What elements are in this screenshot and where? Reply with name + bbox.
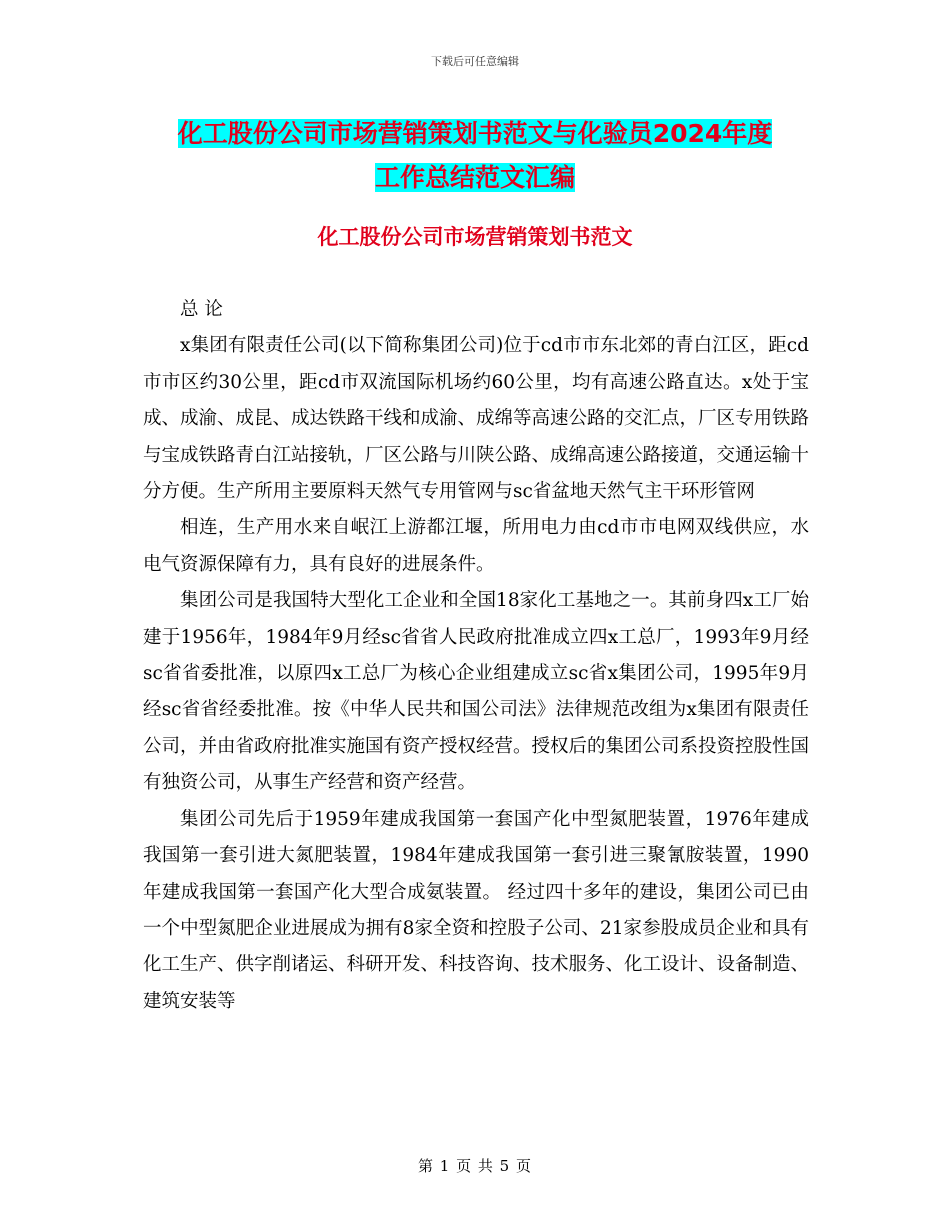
- document-title-line-2: 工作总结范文汇编: [374, 163, 575, 192]
- body-text: [143, 292, 809, 1020]
- paragraph: 集团公司是我国特大型化工企业和全国18家化工基地之一。其前身四x工厂始建于1956年，1984年9月经sc省省人民政府批准成立四x工总厂，1993年9月经sc省省委批准，以原四x工总厂为核心企业组建成立sc省x集团公司，1995年9月经sc省省经委批准。按《中华人民共和国公司法》法律规范改组为x集团有限责任公司，并由省政府批准实施国有资产授权经营。授权后的集团公司系投资控股性国有独资公司，从事生产经营和资产经营。: [143, 590, 810, 794]
- page-header-note: 下载后可任意编辑: [431, 55, 519, 68]
- paragraph: x集团有限责任公司(以下简称集团公司)位于cd市市东北郊的青白江区，距cd市市区约30公里，距cd市双流国际机场约60公里，均有高速公路直达。x处于宝成、成渝、成昆、成达铁路干线和成渝、成绵等高速公路的交汇点，厂区专用铁路与宝成铁路青白江站接轨，厂区公路与川陕公路、成绵高速公路接道，交通运输十分方便。生产所用主要原料天然气专用管网与sc省盆地天然气主干环形管网: [143, 335, 810, 503]
- page-number-footer: 第 1 页 共 5 页: [418, 1157, 532, 1175]
- paragraph: 集团公司先后于1959年建成我国第一套国产化中型氮肥装置，1976年建成我国第一套引进大氮肥装置，1984年建成我国第一套引进三聚氰胺装置，1990年建成我国第一套国产化大型合成氨装置。 经过四十多年的建设，集团公司已由一个中型氮肥企业进展成为拥有8家全资和控股子公司、21家参股成员企业和具有化工生产、供字削诸运、科研开发、科技咨询、技术服务、化工设计、设备制造、建筑安装等: [143, 808, 810, 1012]
- document-title: [140, 112, 810, 200]
- paragraph: 相连，生产用水来自岷江上游都江堰，所用电力由cd市市电网双线供应，水电气资源保障有力，具有良好的进展条件。: [143, 517, 809, 575]
- section-title: 化工股份公司市场营销策划书范文: [317, 225, 633, 249]
- paragraph-heading: 总 论: [180, 299, 223, 320]
- document-title-line-1: 化工股份公司市场营销策划书范文与化验员2024年度: [177, 119, 773, 148]
